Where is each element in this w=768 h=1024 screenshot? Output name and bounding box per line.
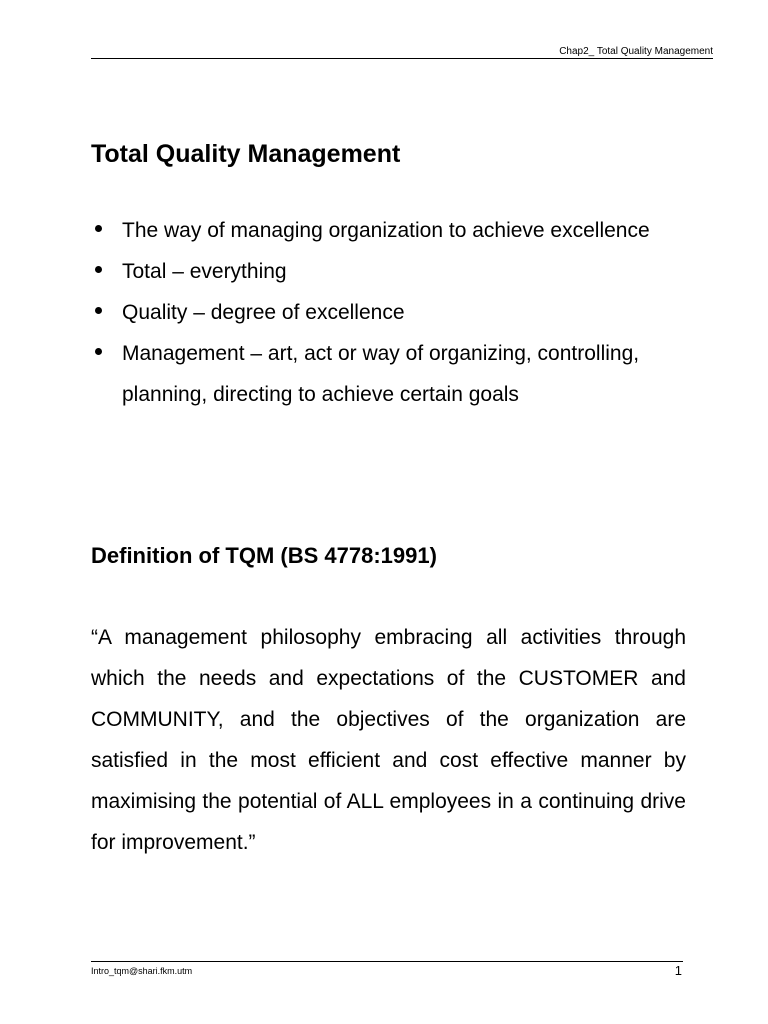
bullet-icon	[95, 266, 102, 273]
list-item	[91, 210, 691, 251]
list-item	[91, 333, 691, 415]
list-item	[91, 292, 691, 333]
list-item	[91, 251, 691, 292]
list-item-text: Quality – degree of excellence	[122, 301, 405, 324]
page-title: Total Quality Management	[91, 140, 401, 168]
bullet-list	[91, 210, 691, 415]
definition-quote: “A management philosophy embracing all activities through which the needs and expectations of the CUSTOMER and COMMUNITY, and the objectives of the organization are satisfied in the most efficient and cost effective manner by maximising the potential of ALL employees in a continuing drive for improvement.”	[91, 626, 686, 854]
header-divider	[91, 58, 713, 59]
definition-heading: Definition of TQM (BS 4778:1991)	[91, 543, 437, 568]
running-header: Chap2_ Total Quality Management	[559, 46, 713, 57]
bullet-icon	[95, 348, 102, 355]
footer-source: Intro_tqm@shari.fkm.utm	[91, 966, 193, 976]
list-item-text: Total – everything	[122, 260, 287, 283]
list-item-text: The way of managing organization to achieve excellence	[122, 219, 650, 242]
bullet-icon	[95, 225, 102, 232]
footer-divider	[91, 961, 683, 962]
list-item-text: Management – art, act or way of organizing, controlling, planning, directing to achieve certain goals	[122, 342, 640, 406]
page-number: 1	[674, 963, 682, 978]
bullet-icon	[95, 307, 102, 314]
